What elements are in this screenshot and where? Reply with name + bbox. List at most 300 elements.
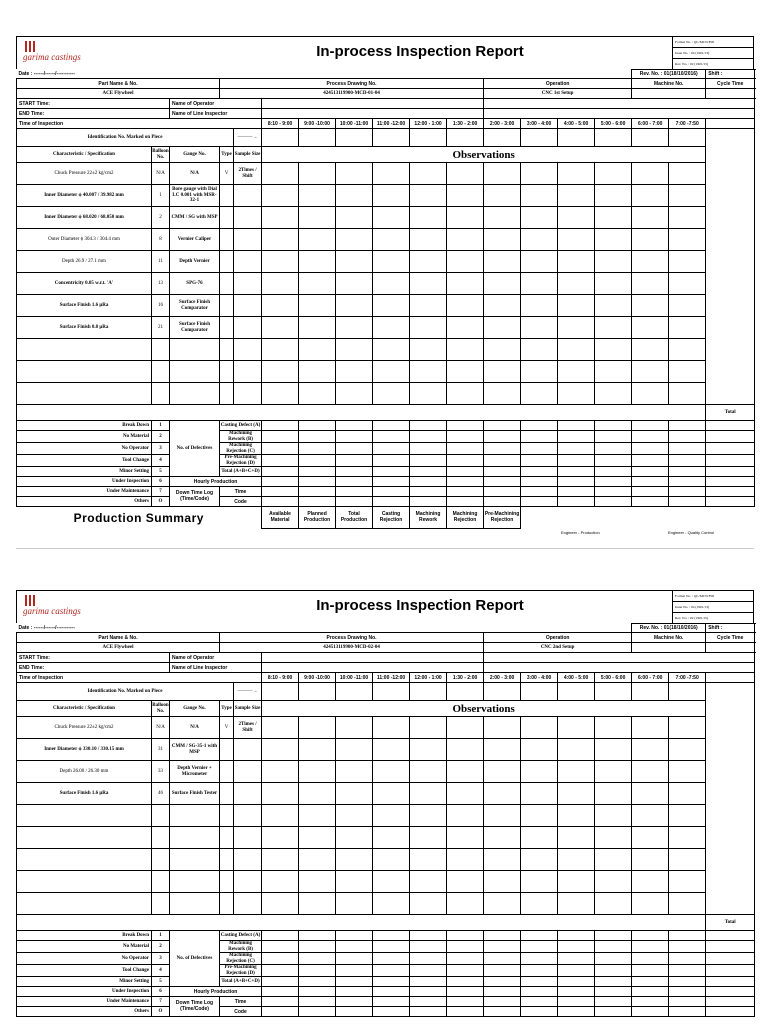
log-cell[interactable] bbox=[558, 987, 595, 997]
observation-cell[interactable] bbox=[373, 163, 410, 185]
observation-cell[interactable] bbox=[336, 827, 373, 849]
log-cell[interactable] bbox=[521, 487, 558, 497]
log-cell[interactable] bbox=[410, 467, 447, 477]
observation-cell[interactable] bbox=[336, 739, 373, 761]
log-cell[interactable] bbox=[299, 455, 336, 467]
date-field[interactable]: Date : ------/------/----------- bbox=[18, 624, 75, 631]
log-cell[interactable] bbox=[336, 931, 373, 941]
log-cell[interactable] bbox=[262, 421, 299, 431]
log-cell[interactable] bbox=[262, 455, 299, 467]
observation-cell[interactable] bbox=[669, 207, 706, 229]
log-cell[interactable] bbox=[262, 487, 299, 497]
log-cell[interactable] bbox=[373, 477, 410, 487]
log-cell[interactable] bbox=[373, 443, 410, 455]
log-cell[interactable] bbox=[299, 487, 336, 497]
id-cell[interactable] bbox=[410, 683, 447, 701]
observation-cell[interactable] bbox=[262, 717, 299, 739]
observation-cell[interactable] bbox=[373, 185, 410, 207]
machine-number[interactable] bbox=[632, 643, 706, 653]
log-cell[interactable] bbox=[299, 953, 336, 965]
observation-cell[interactable] bbox=[595, 805, 632, 827]
observation-cell[interactable] bbox=[336, 893, 373, 915]
shift-field[interactable]: Shift : bbox=[706, 624, 755, 633]
log-cell[interactable] bbox=[373, 455, 410, 467]
observation-cell[interactable] bbox=[669, 229, 706, 251]
log-cell[interactable] bbox=[521, 477, 558, 487]
observation-cell[interactable] bbox=[410, 273, 447, 295]
observation-cell[interactable] bbox=[595, 761, 632, 783]
observation-cell[interactable] bbox=[336, 783, 373, 805]
observation-cell[interactable] bbox=[373, 849, 410, 871]
log-cell[interactable] bbox=[632, 931, 669, 941]
log-cell[interactable] bbox=[632, 455, 669, 467]
observation-cell[interactable] bbox=[595, 739, 632, 761]
log-cell[interactable] bbox=[484, 421, 521, 431]
id-cell[interactable] bbox=[336, 129, 373, 147]
log-cell[interactable] bbox=[558, 931, 595, 941]
observation-cell[interactable] bbox=[484, 871, 521, 893]
remarks-cell[interactable] bbox=[706, 977, 755, 987]
observation-cell[interactable] bbox=[410, 805, 447, 827]
remarks-cell[interactable] bbox=[706, 987, 755, 997]
observation-cell[interactable] bbox=[595, 251, 632, 273]
observation-cell[interactable] bbox=[558, 739, 595, 761]
log-cell[interactable] bbox=[521, 953, 558, 965]
observation-cell[interactable] bbox=[521, 295, 558, 317]
observation-cell[interactable] bbox=[336, 383, 373, 405]
log-cell[interactable] bbox=[336, 965, 373, 977]
observation-cell[interactable] bbox=[410, 871, 447, 893]
observation-cell[interactable] bbox=[558, 761, 595, 783]
observation-cell[interactable] bbox=[632, 163, 669, 185]
observation-cell[interactable] bbox=[521, 229, 558, 251]
observation-cell[interactable] bbox=[632, 207, 669, 229]
observation-cell[interactable] bbox=[484, 339, 521, 361]
log-cell[interactable] bbox=[299, 421, 336, 431]
log-cell[interactable] bbox=[262, 987, 299, 997]
log-cell[interactable] bbox=[262, 997, 299, 1007]
log-cell[interactable] bbox=[595, 953, 632, 965]
observation-cell[interactable] bbox=[299, 339, 336, 361]
observation-cell[interactable] bbox=[262, 163, 299, 185]
date-field[interactable]: Date : ------/------/----------- bbox=[18, 70, 75, 77]
remarks-cell[interactable] bbox=[706, 1007, 755, 1017]
log-cell[interactable] bbox=[336, 421, 373, 431]
log-cell[interactable] bbox=[669, 977, 706, 987]
log-cell[interactable] bbox=[558, 497, 595, 507]
remarks-cell[interactable] bbox=[706, 997, 755, 1007]
observation-cell[interactable] bbox=[632, 783, 669, 805]
observation-cell[interactable] bbox=[299, 361, 336, 383]
log-cell[interactable] bbox=[558, 467, 595, 477]
log-cell[interactable] bbox=[558, 477, 595, 487]
log-cell[interactable] bbox=[632, 977, 669, 987]
observation-cell[interactable] bbox=[484, 717, 521, 739]
observation-cell[interactable] bbox=[669, 295, 706, 317]
observation-cell[interactable] bbox=[521, 893, 558, 915]
log-cell[interactable] bbox=[632, 477, 669, 487]
observation-cell[interactable] bbox=[410, 849, 447, 871]
id-cell[interactable] bbox=[299, 129, 336, 147]
observation-cell[interactable] bbox=[595, 717, 632, 739]
observation-cell[interactable] bbox=[410, 163, 447, 185]
observation-cell[interactable] bbox=[447, 273, 484, 295]
observation-cell[interactable] bbox=[558, 383, 595, 405]
observation-cell[interactable] bbox=[595, 849, 632, 871]
log-cell[interactable] bbox=[595, 467, 632, 477]
log-cell[interactable] bbox=[410, 965, 447, 977]
log-cell[interactable] bbox=[558, 941, 595, 953]
observation-cell[interactable] bbox=[632, 849, 669, 871]
observation-cell[interactable] bbox=[595, 273, 632, 295]
remarks-cell[interactable] bbox=[706, 931, 755, 941]
id-cell[interactable] bbox=[484, 129, 521, 147]
log-cell[interactable] bbox=[595, 455, 632, 467]
observation-cell[interactable] bbox=[632, 361, 669, 383]
observation-cell[interactable] bbox=[373, 207, 410, 229]
log-cell[interactable] bbox=[632, 467, 669, 477]
observation-cell[interactable] bbox=[447, 893, 484, 915]
log-cell[interactable] bbox=[373, 431, 410, 443]
observation-cell[interactable] bbox=[262, 185, 299, 207]
observation-cell[interactable] bbox=[484, 805, 521, 827]
log-cell[interactable] bbox=[484, 953, 521, 965]
log-cell[interactable] bbox=[262, 965, 299, 977]
log-cell[interactable] bbox=[632, 941, 669, 953]
log-cell[interactable] bbox=[595, 421, 632, 431]
observation-cell[interactable] bbox=[484, 739, 521, 761]
log-cell[interactable] bbox=[299, 931, 336, 941]
observation-cell[interactable] bbox=[632, 383, 669, 405]
observation-cell[interactable] bbox=[447, 163, 484, 185]
observation-cell[interactable] bbox=[336, 163, 373, 185]
log-cell[interactable] bbox=[447, 931, 484, 941]
log-cell[interactable] bbox=[299, 997, 336, 1007]
log-cell[interactable] bbox=[558, 455, 595, 467]
observation-cell[interactable] bbox=[484, 827, 521, 849]
observation-cell[interactable] bbox=[410, 295, 447, 317]
observation-cell[interactable] bbox=[299, 207, 336, 229]
observation-cell[interactable] bbox=[262, 761, 299, 783]
log-cell[interactable] bbox=[521, 467, 558, 477]
observation-cell[interactable] bbox=[558, 317, 595, 339]
observation-cell[interactable] bbox=[373, 871, 410, 893]
observation-cell[interactable] bbox=[373, 361, 410, 383]
log-cell[interactable] bbox=[484, 987, 521, 997]
observation-cell[interactable] bbox=[558, 251, 595, 273]
log-cell[interactable] bbox=[484, 467, 521, 477]
observation-cell[interactable] bbox=[632, 273, 669, 295]
observation-cell[interactable] bbox=[447, 383, 484, 405]
log-cell[interactable] bbox=[669, 941, 706, 953]
observation-cell[interactable] bbox=[484, 251, 521, 273]
log-cell[interactable] bbox=[299, 987, 336, 997]
log-cell[interactable] bbox=[262, 497, 299, 507]
observation-cell[interactable] bbox=[632, 295, 669, 317]
log-cell[interactable] bbox=[484, 931, 521, 941]
observation-cell[interactable] bbox=[262, 273, 299, 295]
observation-cell[interactable] bbox=[521, 871, 558, 893]
id-cell[interactable] bbox=[521, 129, 558, 147]
log-cell[interactable] bbox=[484, 965, 521, 977]
observation-cell[interactable] bbox=[299, 871, 336, 893]
log-cell[interactable] bbox=[632, 431, 669, 443]
log-cell[interactable] bbox=[632, 1007, 669, 1017]
observation-cell[interactable] bbox=[558, 185, 595, 207]
log-cell[interactable] bbox=[595, 443, 632, 455]
observation-cell[interactable] bbox=[521, 361, 558, 383]
log-cell[interactable] bbox=[669, 421, 706, 431]
log-cell[interactable] bbox=[299, 431, 336, 443]
id-cell[interactable] bbox=[595, 683, 632, 701]
observation-cell[interactable] bbox=[484, 317, 521, 339]
log-cell[interactable] bbox=[447, 941, 484, 953]
id-cell[interactable] bbox=[373, 129, 410, 147]
observation-cell[interactable] bbox=[336, 295, 373, 317]
log-cell[interactable] bbox=[595, 431, 632, 443]
observation-cell[interactable] bbox=[373, 251, 410, 273]
observation-cell[interactable] bbox=[299, 827, 336, 849]
id-cell[interactable] bbox=[447, 129, 484, 147]
log-cell[interactable] bbox=[595, 965, 632, 977]
id-cell[interactable] bbox=[262, 129, 299, 147]
log-cell[interactable] bbox=[299, 977, 336, 987]
observation-cell[interactable] bbox=[373, 317, 410, 339]
observation-cell[interactable] bbox=[373, 805, 410, 827]
observation-cell[interactable] bbox=[336, 761, 373, 783]
observation-cell[interactable] bbox=[558, 339, 595, 361]
id-cell[interactable] bbox=[558, 683, 595, 701]
observation-cell[interactable] bbox=[558, 273, 595, 295]
observation-cell[interactable] bbox=[484, 383, 521, 405]
observation-cell[interactable] bbox=[669, 339, 706, 361]
observation-cell[interactable] bbox=[373, 761, 410, 783]
observation-cell[interactable] bbox=[595, 339, 632, 361]
observation-cell[interactable] bbox=[669, 383, 706, 405]
observation-cell[interactable] bbox=[299, 805, 336, 827]
observation-cell[interactable] bbox=[336, 229, 373, 251]
observation-cell[interactable] bbox=[410, 361, 447, 383]
observation-cell[interactable] bbox=[373, 783, 410, 805]
log-cell[interactable] bbox=[558, 977, 595, 987]
observation-cell[interactable] bbox=[447, 361, 484, 383]
observation-cell[interactable] bbox=[595, 893, 632, 915]
log-cell[interactable] bbox=[299, 941, 336, 953]
cycle-time[interactable] bbox=[706, 89, 755, 99]
log-cell[interactable] bbox=[632, 965, 669, 977]
observation-cell[interactable] bbox=[521, 783, 558, 805]
log-cell[interactable] bbox=[595, 977, 632, 987]
observation-cell[interactable] bbox=[299, 383, 336, 405]
observation-cell[interactable] bbox=[521, 163, 558, 185]
observation-cell[interactable] bbox=[521, 273, 558, 295]
log-cell[interactable] bbox=[262, 977, 299, 987]
log-cell[interactable] bbox=[558, 487, 595, 497]
observation-cell[interactable] bbox=[336, 273, 373, 295]
observation-cell[interactable] bbox=[447, 849, 484, 871]
log-cell[interactable] bbox=[410, 477, 447, 487]
observation-cell[interactable] bbox=[484, 361, 521, 383]
log-cell[interactable] bbox=[484, 1007, 521, 1017]
log-cell[interactable] bbox=[262, 477, 299, 487]
observation-cell[interactable] bbox=[262, 295, 299, 317]
log-cell[interactable] bbox=[447, 487, 484, 497]
observation-cell[interactable] bbox=[299, 761, 336, 783]
observation-cell[interactable] bbox=[521, 739, 558, 761]
log-cell[interactable] bbox=[521, 421, 558, 431]
observation-cell[interactable] bbox=[521, 317, 558, 339]
cycle-time[interactable] bbox=[706, 643, 755, 653]
log-cell[interactable] bbox=[484, 977, 521, 987]
id-cell[interactable] bbox=[299, 683, 336, 701]
observation-cell[interactable] bbox=[595, 383, 632, 405]
observation-cell[interactable] bbox=[373, 717, 410, 739]
log-cell[interactable] bbox=[336, 977, 373, 987]
observation-cell[interactable] bbox=[447, 207, 484, 229]
observation-cell[interactable] bbox=[336, 871, 373, 893]
observation-cell[interactable] bbox=[632, 827, 669, 849]
observation-cell[interactable] bbox=[262, 317, 299, 339]
observation-cell[interactable] bbox=[558, 783, 595, 805]
observation-cell[interactable] bbox=[447, 805, 484, 827]
observation-cell[interactable] bbox=[262, 207, 299, 229]
observation-cell[interactable] bbox=[484, 163, 521, 185]
remarks-cell[interactable] bbox=[706, 431, 755, 443]
observation-cell[interactable] bbox=[299, 849, 336, 871]
log-cell[interactable] bbox=[299, 477, 336, 487]
observation-cell[interactable] bbox=[262, 871, 299, 893]
log-cell[interactable] bbox=[447, 987, 484, 997]
observation-cell[interactable] bbox=[521, 805, 558, 827]
log-cell[interactable] bbox=[595, 941, 632, 953]
observation-cell[interactable] bbox=[558, 717, 595, 739]
observation-cell[interactable] bbox=[262, 251, 299, 273]
observation-cell[interactable] bbox=[669, 783, 706, 805]
observation-cell[interactable] bbox=[447, 739, 484, 761]
log-cell[interactable] bbox=[373, 467, 410, 477]
log-cell[interactable] bbox=[262, 443, 299, 455]
observation-cell[interactable] bbox=[484, 783, 521, 805]
log-cell[interactable] bbox=[447, 421, 484, 431]
observation-cell[interactable] bbox=[447, 229, 484, 251]
log-cell[interactable] bbox=[373, 1007, 410, 1017]
log-cell[interactable] bbox=[336, 467, 373, 477]
log-cell[interactable] bbox=[521, 977, 558, 987]
observation-cell[interactable] bbox=[484, 207, 521, 229]
remarks-cell[interactable] bbox=[706, 497, 755, 507]
log-cell[interactable] bbox=[299, 443, 336, 455]
observation-cell[interactable] bbox=[669, 849, 706, 871]
observation-cell[interactable] bbox=[336, 339, 373, 361]
log-cell[interactable] bbox=[521, 965, 558, 977]
id-cell[interactable] bbox=[336, 683, 373, 701]
observation-cell[interactable] bbox=[632, 317, 669, 339]
observation-cell[interactable] bbox=[262, 849, 299, 871]
observation-cell[interactable] bbox=[336, 317, 373, 339]
log-cell[interactable] bbox=[669, 1007, 706, 1017]
log-cell[interactable] bbox=[484, 487, 521, 497]
observation-cell[interactable] bbox=[447, 871, 484, 893]
observation-cell[interactable] bbox=[484, 849, 521, 871]
log-cell[interactable] bbox=[558, 965, 595, 977]
log-cell[interactable] bbox=[484, 443, 521, 455]
log-cell[interactable] bbox=[262, 431, 299, 443]
log-cell[interactable] bbox=[632, 497, 669, 507]
id-cell[interactable] bbox=[669, 683, 706, 701]
log-cell[interactable] bbox=[336, 1007, 373, 1017]
log-cell[interactable] bbox=[373, 497, 410, 507]
log-cell[interactable] bbox=[521, 987, 558, 997]
log-cell[interactable] bbox=[262, 1007, 299, 1017]
log-cell[interactable] bbox=[669, 931, 706, 941]
observation-cell[interactable] bbox=[521, 185, 558, 207]
log-cell[interactable] bbox=[595, 931, 632, 941]
observation-cell[interactable] bbox=[410, 717, 447, 739]
log-cell[interactable] bbox=[558, 997, 595, 1007]
log-cell[interactable] bbox=[373, 997, 410, 1007]
observation-cell[interactable] bbox=[521, 251, 558, 273]
id-cell[interactable] bbox=[669, 129, 706, 147]
remarks-cell[interactable] bbox=[706, 953, 755, 965]
log-cell[interactable] bbox=[447, 455, 484, 467]
remarks-cell[interactable] bbox=[706, 455, 755, 467]
log-cell[interactable] bbox=[521, 443, 558, 455]
observation-cell[interactable] bbox=[373, 739, 410, 761]
log-cell[interactable] bbox=[632, 987, 669, 997]
log-cell[interactable] bbox=[373, 941, 410, 953]
observation-cell[interactable] bbox=[447, 185, 484, 207]
log-cell[interactable] bbox=[484, 497, 521, 507]
log-cell[interactable] bbox=[669, 487, 706, 497]
observation-cell[interactable] bbox=[521, 339, 558, 361]
observation-cell[interactable] bbox=[558, 827, 595, 849]
observation-cell[interactable] bbox=[299, 295, 336, 317]
log-cell[interactable] bbox=[262, 931, 299, 941]
log-cell[interactable] bbox=[558, 421, 595, 431]
observation-cell[interactable] bbox=[447, 295, 484, 317]
observation-cell[interactable] bbox=[299, 185, 336, 207]
log-cell[interactable] bbox=[558, 953, 595, 965]
log-cell[interactable] bbox=[336, 455, 373, 467]
id-cell[interactable] bbox=[447, 683, 484, 701]
log-cell[interactable] bbox=[373, 977, 410, 987]
log-cell[interactable] bbox=[669, 431, 706, 443]
observation-cell[interactable] bbox=[336, 361, 373, 383]
observation-cell[interactable] bbox=[669, 893, 706, 915]
observation-cell[interactable] bbox=[262, 383, 299, 405]
observation-cell[interactable] bbox=[595, 871, 632, 893]
observation-cell[interactable] bbox=[299, 739, 336, 761]
log-cell[interactable] bbox=[595, 487, 632, 497]
log-cell[interactable] bbox=[299, 467, 336, 477]
observation-cell[interactable] bbox=[447, 717, 484, 739]
id-cell[interactable] bbox=[558, 129, 595, 147]
observation-cell[interactable] bbox=[558, 295, 595, 317]
observation-cell[interactable] bbox=[447, 251, 484, 273]
observation-cell[interactable] bbox=[410, 761, 447, 783]
log-cell[interactable] bbox=[447, 965, 484, 977]
observation-cell[interactable] bbox=[484, 893, 521, 915]
log-cell[interactable] bbox=[595, 497, 632, 507]
log-cell[interactable] bbox=[410, 431, 447, 443]
observation-cell[interactable] bbox=[669, 739, 706, 761]
log-cell[interactable] bbox=[447, 431, 484, 443]
observation-cell[interactable] bbox=[558, 871, 595, 893]
observation-cell[interactable] bbox=[669, 251, 706, 273]
remarks-cell[interactable] bbox=[706, 467, 755, 477]
observation-cell[interactable] bbox=[558, 893, 595, 915]
log-cell[interactable] bbox=[299, 497, 336, 507]
